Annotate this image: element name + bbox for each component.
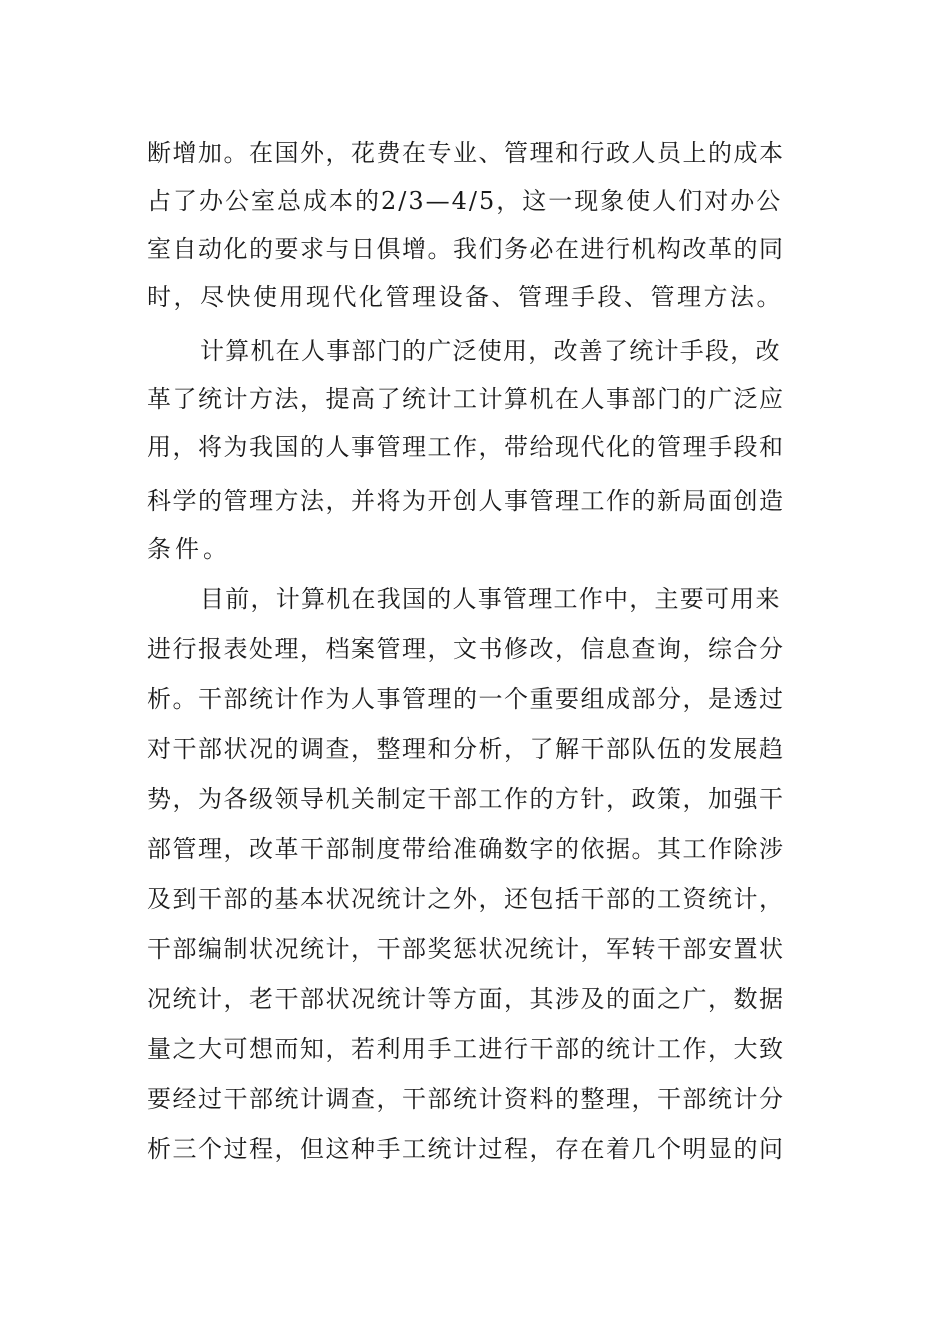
text-line: 析。干部统计作为人事管理的一个重要组成部分，是透过 bbox=[147, 685, 785, 713]
text-line: 室自动化的要求与日俱增。我们务必在进行机构改革的同 bbox=[147, 235, 785, 263]
text-line: 目前，计算机在我国的人事管理工作中，主要可用来 bbox=[200, 585, 781, 613]
text-line: 况统计，老干部状况统计等方面，其涉及的面之广，数据 bbox=[147, 985, 785, 1013]
text-line: 占了办公室总成本的2/3—4/5，这一现象使人们对办公 bbox=[147, 187, 783, 215]
text-line: 部管理，改革干部制度带给准确数字的依据。其工作除涉 bbox=[147, 835, 785, 863]
text-line: 要经过干部统计调查，干部统计资料的整理，干部统计分 bbox=[147, 1085, 785, 1113]
text-line: 条件。 bbox=[147, 535, 231, 563]
text-line: 进行报表处理，档案管理，文书修改，信息查询，综合分 bbox=[147, 635, 785, 663]
text-line: 时，尽快使用现代化管理设备、管理手段、管理方法。 bbox=[147, 283, 783, 311]
text-line: 断增加。在国外，花费在专业、管理和行政人员上的成本 bbox=[147, 139, 785, 167]
text-line: 革了统计方法，提高了统计工计算机在人事部门的广泛应 bbox=[147, 385, 785, 413]
text-line: 计算机在人事部门的广泛使用，改善了统计手段，改 bbox=[200, 337, 781, 365]
text-line: 科学的管理方法，并将为开创人事管理工作的新局面创造 bbox=[147, 487, 785, 515]
text-line: 用，将为我国的人事管理工作，带给现代化的管理手段和 bbox=[147, 433, 785, 461]
text-line: 干部编制状况统计，干部奖惩状况统计，军转干部安置状 bbox=[147, 935, 785, 963]
text-line: 及到干部的基本状况统计之外，还包括干部的工资统计， bbox=[147, 885, 785, 913]
text-line: 析三个过程，但这种手工统计过程，存在着几个明显的问 bbox=[147, 1135, 785, 1163]
text-line: 势，为各级领导机关制定干部工作的方针，政策，加强干 bbox=[147, 785, 785, 813]
text-line: 对干部状况的调查，整理和分析，了解干部队伍的发展趋 bbox=[147, 735, 785, 763]
text-line: 量之大可想而知，若利用手工进行干部的统计工作，大致 bbox=[147, 1035, 785, 1063]
